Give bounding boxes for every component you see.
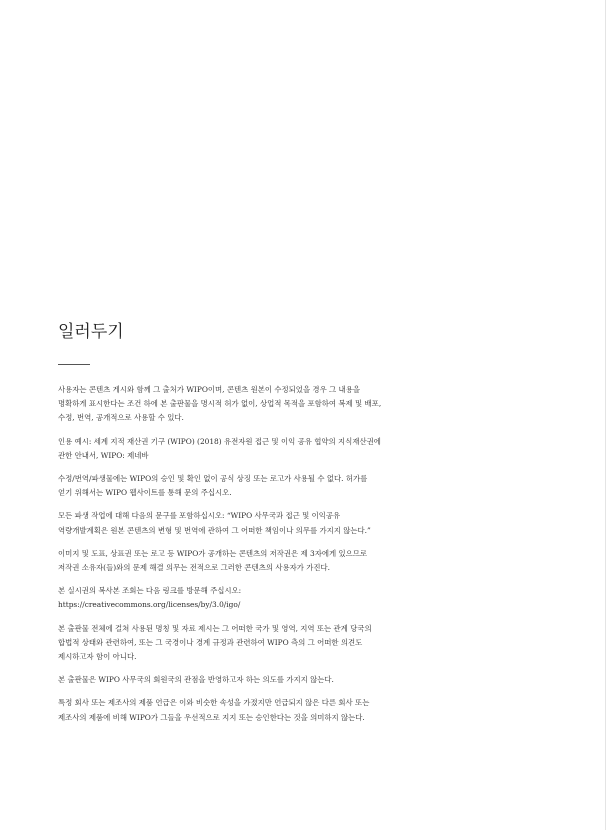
paragraph-license: 사용자는 콘텐츠 게시와 함께 그 출처가 WIPO이며, 콘텐츠 원본이 수정되었을 경우 그 내용을 명확하게 표시한다는 조건 하에 본 출판물을 명시적 허가 없이, 상업적 목적을 포함하여 복제 및 배포, 수정, 번역, 공개적으로 사용할 수 있다. xyxy=(58,385,382,423)
paragraph-designations: 본 출판물 전체에 걸쳐 사용된 명칭 및 자료 제시는 그 어떠한 국가 및 영역, 지역 또는 관계 당국의 합법적 상태와 관련하여, 또는 그 국경이나 경계 규정과 관련하여 WIPO 측의 그 어떠한 의견도 제시하고자 함이 아니다. xyxy=(58,623,372,662)
paragraph-logo-use: 수정/번역/파생물에는 WIPO의 승인 및 확인 없이 공식 상징 또는 로고가 사용될 수 없다. 허가를 얻기 위해서는 WIPO 웹사이트를 통해 문의 주십시오. xyxy=(58,474,368,498)
paragraph-views: 본 출판물은 WIPO 사무국의 회원국의 관점을 반영하고자 하는 의도를 가지지 않는다. xyxy=(58,675,334,685)
paragraph-third-party: 이미지 및 도표, 상표권 또는 로고 등 WIPO가 공개하는 콘텐츠의 저작권은 제 3자에게 있으므로 저작권 소유자(들)와의 문제 해결 의무는 전적으로 그러한 콘텐츠의 사용자가 가진다. xyxy=(58,548,368,573)
notice-section xyxy=(58,318,383,734)
paragraph-derivative: 모든 파생 작업에 대해 다음의 문구를 포함하십시오: “WIPO 사무국과 접근 및 이익공유 역량개발계획은 원본 콘텐츠의 변형 및 번역에 관하여 그 어떠한 책임이나 의무를 가지지 않는다.” xyxy=(58,511,371,535)
page-title: 일러두기 xyxy=(58,322,124,342)
paragraph-products: 특정 회사 또는 제조사의 제품 언급은 이와 비슷한 속성을 가졌지만 언급되지 않은 다른 회사 또는 제조사의 제품에 비해 WIPO가 그들을 우선적으로 지지 또는 승인한다는 것을 의미하지 않는다. xyxy=(58,698,370,722)
paragraph-citation: 인용 예시: 세계 지적 재산권 기구 (WIPO) (2018) 유전자원 접근 및 이익 공유 협약의 지식재산권에 관한 안내서, WIPO: 제네바 xyxy=(58,436,381,460)
title-underline xyxy=(58,364,90,365)
paragraph-license-link: 본 실시권의 복사본 조회는 다음 링크를 방문해 주십시오: https://creativecommons.org/licenses/by/3.0/igo/ xyxy=(58,586,242,610)
